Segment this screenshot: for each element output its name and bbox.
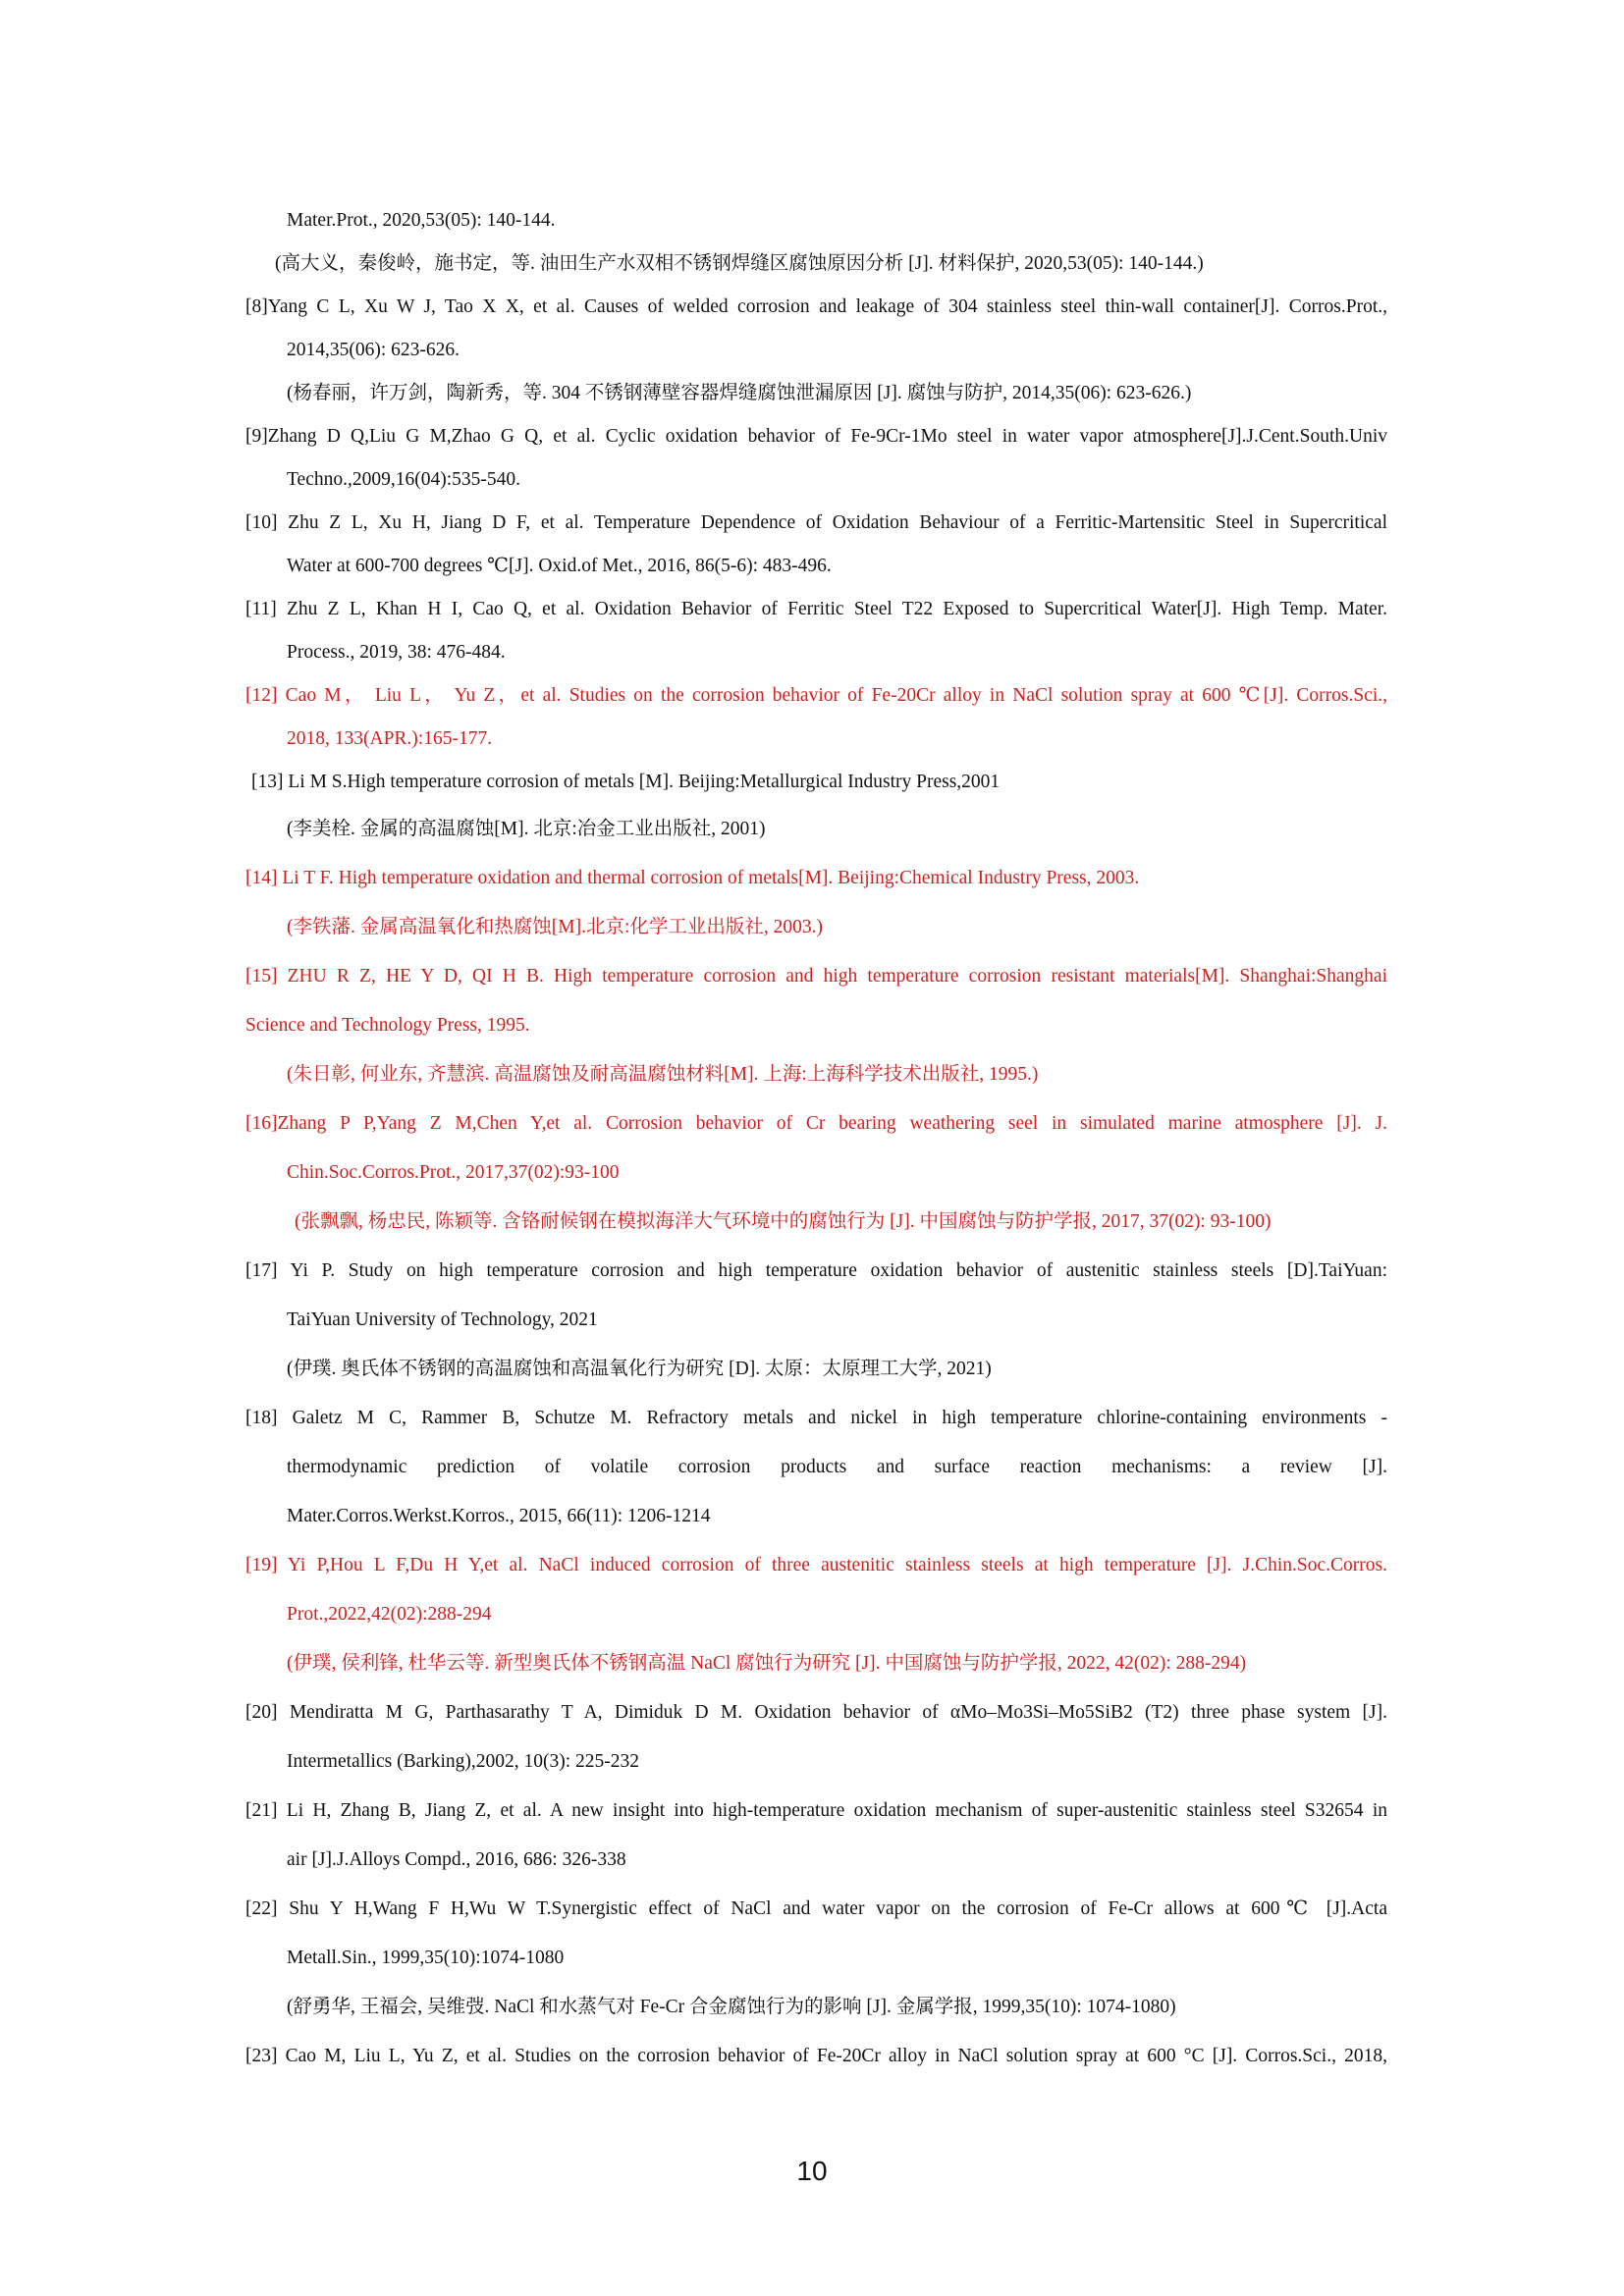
- reference-line: 2014,35(06): 623-626.: [287, 340, 460, 360]
- reference-line: [17] Yi P. Study on high temperature corrosion and high temperature oxidation behavior of austenitic stainless steels [D].TaiYuan:: [245, 1260, 1387, 1281]
- reference-line: (李铁藩. 金属高温氧化和热腐蚀[M].北京:化学工业出版社, 2003.): [287, 917, 823, 937]
- reference-line: Techno.,2009,16(04):535-540.: [287, 469, 521, 490]
- reference-line: 2018, 133(APR.):165-177.: [287, 728, 493, 749]
- reference-line: [22] Shu Y H,Wang F H,Wu W T.Synergistic effect of NaCl and water vapor on the corrosion of Fe-Cr allows at 600℃ [J].Acta: [245, 1898, 1387, 1919]
- reference-line: [18] Galetz M C, Rammer B, Schutze M. Refractory metals and nickel in high temperature chlorine-containing environments -: [245, 1408, 1387, 1428]
- reference-line: [12] Cao M， Liu L， Yu Z，et al. Studies on the corrosion behavior of Fe-20Cr alloy in NaCl solution spray at 600 ℃[J]. Corros.Sci.,: [245, 685, 1387, 706]
- reference-line: [11] Zhu Z L, Khan H I, Cao Q, et al. Oxidation Behavior of Ferritic Steel T22 Exposed to Supercritical Water[J]. High Temp. Mater.: [245, 599, 1387, 619]
- reference-line: Process., 2019, 38: 476-484.: [287, 642, 506, 663]
- reference-line: (舒勇华, 王福会, 吴维弢. NaCl 和水蒸气对 Fe-Cr 合金腐蚀行为的影响 [J]. 金属学报, 1999,35(10): 1074-1080): [287, 1997, 1176, 2017]
- reference-line: [23] Cao M, Liu L, Yu Z, et al. Studies on the corrosion behavior of Fe-20Cr alloy in NaCl solution spray at 600 °C [J]. Corros.Sci., 2018,: [245, 2046, 1387, 2066]
- reference-line: [10] Zhu Z L, Xu H, Jiang D F, et al. Temperature Dependence of Oxidation Behaviour of a Ferritic-Martensitic Steel in Supercritical: [245, 512, 1387, 533]
- reference-line: [20] Mendiratta M G, Parthasarathy T A, Dimiduk D M. Oxidation behavior of αMo–Mo3Si–Mo5SiB2 (T2) three phase system [J].: [245, 1702, 1387, 1723]
- reference-line: Intermetallics (Barking),2002, 10(3): 225-232: [287, 1751, 640, 1772]
- reference-line: (伊璞. 奥氏体不锈钢的高温腐蚀和高温氧化行为研究 [D]. 太原：太原理工大学, 2021): [287, 1359, 992, 1379]
- reference-line: Chin.Soc.Corros.Prot., 2017,37(02):93-100: [287, 1162, 620, 1183]
- reference-line: Mater.Prot., 2020,53(05): 140-144.: [287, 210, 556, 231]
- reference-line: [15] ZHU R Z, HE Y D, QI H B. High temperature corrosion and high temperature corrosion resistant materials[M]. Shanghai:Shanghai: [245, 966, 1387, 987]
- reference-line: TaiYuan University of Technology, 2021: [287, 1309, 598, 1330]
- reference-line: [14] Li T F. High temperature oxidation and thermal corrosion of metals[M]. Beijing:Chemical Industry Press, 2003.: [245, 868, 1140, 888]
- reference-line: (伊璞, 侯利锋, 杜华云等. 新型奥氏体不锈钢高温 NaCl 腐蚀行为研究 [J]. 中国腐蚀与防护学报, 2022, 42(02): 288-294): [287, 1653, 1247, 1674]
- reference-line: Science and Technology Press, 1995.: [245, 1015, 530, 1036]
- reference-line: Water at 600-700 degrees ℃[J]. Oxid.of Met., 2016, 86(5-6): 483-496.: [287, 556, 832, 576]
- reference-line: (杨春丽，许万剑，陶新秀，等. 304 不锈钢薄壁容器焊缝腐蚀泄漏原因 [J]. 腐蚀与防护, 2014,35(06): 623-626.): [287, 383, 1192, 403]
- reference-line: [21] Li H, Zhang B, Jiang Z, et al. A new insight into high-temperature oxidation mechanism of super-austenitic stainless steel S32654 in: [245, 1800, 1387, 1821]
- reference-line: Prot.,2022,42(02):288-294: [287, 1604, 492, 1625]
- reference-line: (张飘飘, 杨忠民, 陈颖等. 含铬耐候钢在模拟海洋大气环境中的腐蚀行为 [J]. 中国腐蚀与防护学报, 2017, 37(02): 93-100): [295, 1211, 1272, 1232]
- reference-line: (李美栓. 金属的高温腐蚀[M]. 北京:冶金工业出版社, 2001): [287, 819, 766, 839]
- reference-line: [16]Zhang P P,Yang Z M,Chen Y,et al. Corrosion behavior of Cr bearing weathering seel in simulated marine atmosphere [J]. J.: [245, 1113, 1387, 1134]
- page-number: 10: [796, 2156, 828, 2186]
- reference-line: (朱日彰, 何业东, 齐慧滨. 高温腐蚀及耐高温腐蚀材料[M]. 上海:上海科学技术出版社, 1995.): [287, 1064, 1039, 1085]
- reference-line: air [J].J.Alloys Compd., 2016, 686: 326-338: [287, 1849, 626, 1870]
- reference-line: Metall.Sin., 1999,35(10):1074-1080: [287, 1948, 565, 1968]
- reference-line: (高大义，秦俊岭，施书定，等. 油田生产水双相不锈钢焊缝区腐蚀原因分析 [J]. 材料保护, 2020,53(05): 140-144.): [275, 253, 1204, 274]
- reference-line: Mater.Corros.Werkst.Korros., 2015, 66(11): 1206-1214: [287, 1506, 711, 1526]
- reference-line: [9]Zhang D Q,Liu G M,Zhao G Q, et al. Cyclic oxidation behavior of Fe-9Cr-1Mo steel in water vapor atmosphere[J].J.Cent.South.Univ: [245, 426, 1387, 447]
- reference-line: [19] Yi P,Hou L F,Du H Y,et al. NaCl induced corrosion of three austenitic stainless steels at high temperature [J]. J.Chin.Soc.Corros.: [245, 1555, 1387, 1575]
- reference-line: [8]Yang C L, Xu W J, Tao X X, et al. Causes of welded corrosion and leakage of 304 stainless steel thin-wall container[J]. Corros.Prot.,: [245, 296, 1387, 317]
- reference-line: thermodynamic prediction of volatile corrosion products and surface reaction mechanisms: a review [J].: [287, 1457, 1387, 1477]
- reference-line: [13] Li M S.High temperature corrosion of metals [M]. Beijing:Metallurgical Industry Press,2001: [251, 772, 1001, 792]
